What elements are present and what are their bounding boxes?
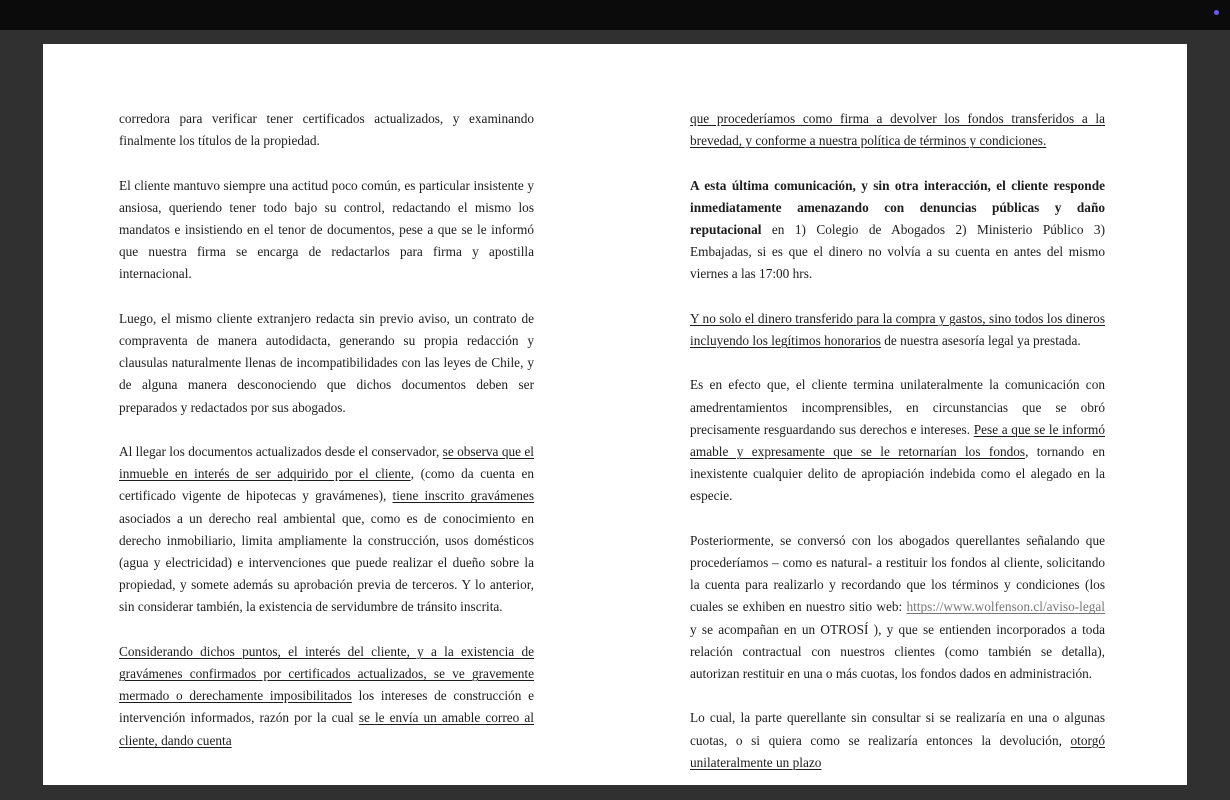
text-run: corredora para verificar tener certificados actualizados, y examinando finalmente los títulos de la propiedad. (119, 111, 534, 149)
left-column (119, 108, 534, 774)
paragraph (119, 641, 534, 752)
text-run: Posteriormente, se conversó con los abogados querellantes señalando que procederíamos – como es natural- a restituir los fondos al cliente, solicitando la cuenta para realizarlo y recordando que los términos y condiciones (los cuales se exhiben en nuestro sitio web: (690, 532, 1105, 615)
paragraph (119, 175, 534, 286)
underlined-text: Pese a que se le informó amable y expresamente que se le retornarían los fondos (690, 421, 1105, 459)
paragraph (119, 441, 534, 619)
paragraph (690, 175, 1105, 286)
text-run: de nuestra asesoría legal ya prestada. (880, 333, 1081, 348)
document-page (43, 44, 1187, 785)
text-run: y se acompañan en un OTROSÍ ), y que se entienden incorporados a toda relación contractual con nuestros clientes (como también se detalla), autorizan restituir en una o más cuotas, los fondos dados en administración. (690, 621, 1105, 682)
viewer-top-bar (0, 0, 1230, 30)
text-run: Al llegar los documentos actualizados desde el conservador, (119, 444, 443, 459)
paragraph (690, 108, 1105, 152)
underlined-text: se le envía un amable correo al cliente, dando cuenta (119, 710, 534, 748)
paragraph (690, 707, 1105, 774)
text-run: , (como da cuenta en certificado vigente de hipotecas y gravámenes), (119, 466, 534, 504)
bold-text: A esta última comunicación, y sin otra interacción, el cliente responde inmediatamente amenazando con denuncias públicas y daño reputacional (690, 177, 1105, 237)
paragraph (690, 530, 1105, 685)
underlined-text: Considerando dichos puntos, el interés del cliente, y a la existencia de gravámenes confirmados por certificados actualizados, se ve gravemente mermado o derechamente imposibilitados (119, 643, 534, 704)
paragraph (690, 308, 1105, 352)
text-run: en 1) Colegio de Abogados 2) Ministerio Público 3) Embajadas, si es que el dinero no volvía a su cuenta en antes del mismo viernes a las 17:00 hrs. (690, 222, 1105, 282)
underlined-text: otorgó unilateralmente un plazo (690, 732, 1105, 770)
text-run: los intereses de construcción e intervención informados, razón por la cual (119, 688, 534, 726)
text-run: asociados a un derecho real ambiental que, como es de conocimiento en derecho inmobiliario, limita ampliamente la construcción, usos domésticos (agua y electricidad) e intervenciones que puede realizar el dueño sobre la propiedad, y somete además su aprobación previa de terceros. Y lo anterior, sin considerar también, la existencia de servidumbre de tránsito inscrita. (119, 510, 534, 615)
underlined-text: Y no solo el dinero transferido para la compra y gastos, sino todos los dineros incluyendo los legítimos honorarios (690, 310, 1105, 348)
underlined-text: tiene inscrito gravámenes (392, 488, 535, 504)
text-run: Es en efecto que, el cliente termina unilateralmente la comunicación con amedrentamientos incomprensibles, en circunstancias que se obró precisamente resguardando sus derechos e intereses. (690, 377, 1105, 437)
right-column (690, 108, 1105, 796)
paragraph (690, 374, 1105, 507)
text-run: , tornando en inexistente cualquier delito de apropiación indebida como el alegado en la especie. (690, 444, 1105, 504)
paragraph (119, 108, 534, 152)
legal-notice-link[interactable]: https://www.wolfenson.cl/aviso-legal (906, 599, 1105, 615)
text-run: Luego, el mismo cliente extranjero redacta sin previo aviso, un contrato de compraventa de manera autodidacta, generando su propia redacción y clausulas naturalmente llenas de incompatibilidades con las leyes de Chile, y de alguna manera desconociendo que dichos documentos deben ser preparados y redactados por sus abogados. (119, 310, 534, 415)
text-run: El cliente mantuvo siempre una actitud poco común, es particular insistente y ansiosa, queriendo tener todo bajo su control, redactando el mismo los mandatos e insistiendo en el tenor de documentos, pese a que se le informó que nuestra firma se encarga de redactarlos para firma y apostilla internacional. (119, 177, 534, 282)
text-run: Lo cual, la parte querellante sin consultar si se realizaría en una o algunas cuotas, o si quiera como se realizaría entonces la devolución, (690, 710, 1105, 748)
underlined-text: se observa que el inmueble en interés de ser adquirido por el cliente (119, 444, 534, 482)
underlined-text: que procederíamos como firma a devolver los fondos transferidos a la brevedad, y conforme a nuestra política de términos y condiciones. (690, 111, 1105, 149)
paragraph (119, 308, 534, 419)
status-dot-icon (1214, 10, 1219, 15)
